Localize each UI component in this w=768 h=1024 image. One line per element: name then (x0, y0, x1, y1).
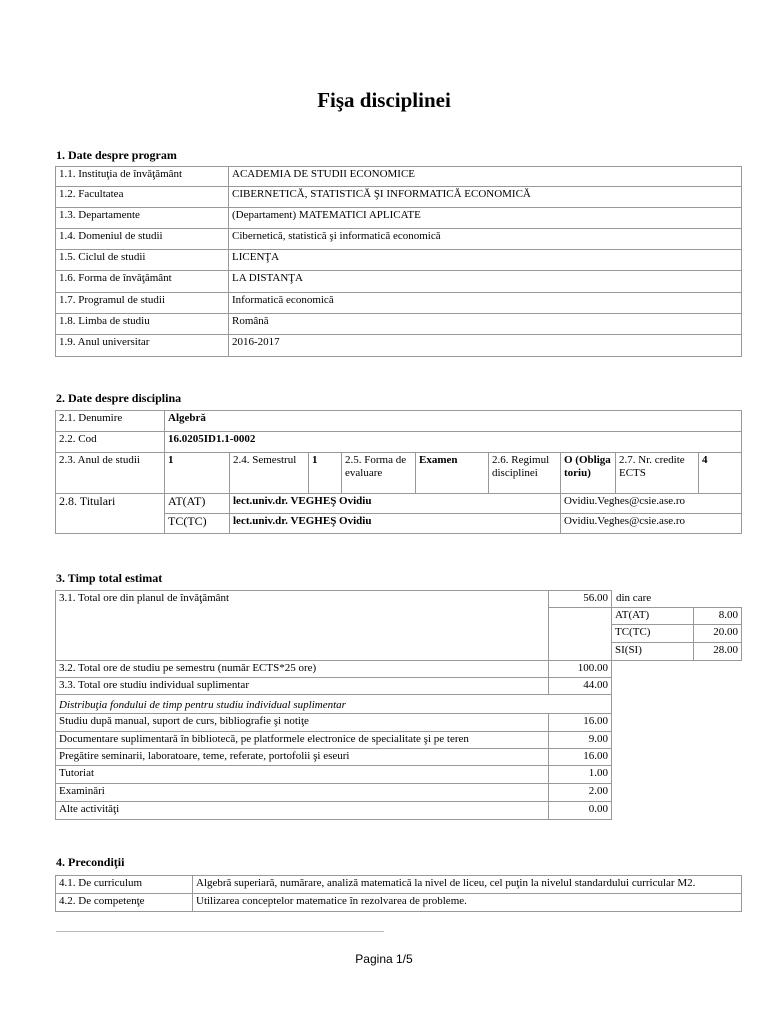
table-row (56, 766, 742, 784)
semestru-label: 2.4. Semestrul (230, 453, 309, 494)
row-value: 2016-2017 (229, 335, 742, 357)
breakdown-label: SI(SI) (612, 643, 694, 661)
page-number: Pagina 1/5 (355, 952, 413, 966)
item-label: Studiu după manual, suport de curs, bibliografie şi notiţe (56, 714, 549, 732)
item-label: Pregătire seminarii, laboratoare, teme, referate, portofolii şi eseuri (56, 749, 549, 766)
forma-evaluare-value: Examen (416, 453, 489, 494)
denumire-label: 2.1. Denumire (56, 411, 165, 432)
row-label: 1.4. Domeniul de studii (56, 229, 229, 250)
table-row (56, 453, 742, 494)
an-value: 1 (165, 453, 230, 494)
footer-divider (56, 931, 384, 932)
breakdown-value: 8.00 (694, 608, 742, 625)
total-plan-label: 3.1. Total ore din planul de învăţământ (56, 591, 549, 661)
titular-email: Ovidiu.Veghes@csie.ase.ro (561, 494, 742, 514)
breakdown-label: AT(AT) (612, 608, 694, 625)
table-row (56, 802, 742, 820)
section-1-heading: 1. Date despre program (56, 148, 177, 162)
titular-name: lect.univ.dr. VEGHEŞ Ovidiu (230, 494, 561, 514)
row-label: 1.1. Instituţia de învăţământ (56, 167, 229, 187)
item-value: 16.00 (549, 714, 612, 732)
din-care-label: din care (616, 591, 652, 604)
row-label: 1.3. Departamente (56, 208, 229, 229)
discipline-table (55, 410, 742, 534)
section-3-heading: 3. Timp total estimat (56, 571, 163, 585)
total-sem-label: 3.2. Total ore de studiu pe semestru (număr ECTS*25 ore) (56, 661, 549, 678)
table-row (56, 732, 742, 749)
table-row (56, 591, 742, 608)
an-label: 2.3. Anul de studii (56, 453, 165, 494)
cod-value: 16.0205ID1.1-0002 (165, 432, 742, 453)
item-label: Examinări (56, 784, 549, 802)
breakdown-value: 20.00 (694, 625, 742, 643)
item-value: 1.00 (549, 766, 612, 784)
item-value: 9.00 (549, 732, 612, 749)
section-2-heading: 2. Date despre disciplina (56, 391, 182, 405)
row-value: CIBERNETICĂ, STATISTICĂ ŞI INFORMATICĂ ECONOMICĂ (229, 187, 742, 208)
row-label: 1.8. Limba de studiu (56, 314, 229, 335)
row-label: 4.1. De curriculum (56, 876, 193, 894)
forma-evaluare-label: 2.5. Forma de evaluare (342, 453, 416, 494)
table-row (56, 678, 742, 695)
table-row (56, 695, 742, 714)
titular-email: Ovidiu.Veghes@csie.ase.ro (561, 514, 742, 534)
table-row (56, 411, 742, 432)
item-value: 16.00 (549, 749, 612, 766)
item-label: Tutoriat (56, 766, 549, 784)
table-row (56, 335, 742, 357)
document-title: Fişa disciplinei (317, 88, 451, 112)
table-row (56, 208, 742, 229)
credite-label: 2.7. Nr. credite ECTS (616, 453, 699, 494)
table-row (56, 749, 742, 766)
item-label: Documentare suplimentară în bibliotecă, pe platformele electronice de specialitate şi pe teren (56, 732, 549, 749)
row-label: 1.7. Programul de studii (56, 293, 229, 314)
credite-value: 4 (699, 453, 742, 494)
table-row (56, 314, 742, 335)
program-table (55, 166, 742, 357)
individual-value: 44.00 (549, 678, 612, 695)
time-table (55, 590, 742, 820)
row-label: 1.2. Facultatea (56, 187, 229, 208)
row-value: Informatică economică (229, 293, 742, 314)
table-row (56, 250, 742, 271)
row-label: 1.9. Anul universitar (56, 335, 229, 357)
row-label: 4.2. De competenţe (56, 894, 193, 912)
item-value: 0.00 (549, 802, 612, 820)
semestru-value: 1 (309, 453, 342, 494)
row-value: Algebră superiară, numărare, analiză matematică la nivel de liceu, cel puţin la nivelul standardului curricular M2. (193, 876, 742, 894)
item-label: Alte activităţi (56, 802, 549, 820)
row-value: Română (229, 314, 742, 335)
titulari-label: 2.8. Titulari (56, 494, 165, 534)
titular-type: AT(AT) (165, 494, 230, 514)
breakdown-label: TC(TC) (612, 625, 694, 643)
section-4-heading: 4. Precondiţii (56, 855, 125, 869)
distrib-label: Distribuţia fondului de timp pentru studiu individual suplimentar (56, 695, 612, 714)
row-value: ACADEMIA DE STUDII ECONOMICE (229, 167, 742, 187)
table-row (56, 894, 742, 912)
row-value: (Departament) MATEMATICI APLICATE (229, 208, 742, 229)
total-plan-value: 56.00 (549, 591, 612, 608)
preconditions-table (55, 875, 742, 912)
table-row (56, 714, 742, 732)
row-label: 1.5. Ciclul de studii (56, 250, 229, 271)
denumire-value: Algebră (165, 411, 742, 432)
regim-value: O (Obligatoriu) (561, 453, 616, 494)
row-value: LICENŢA (229, 250, 742, 271)
table-row (56, 167, 742, 187)
titular-type: TC(TC) (165, 514, 230, 534)
table-row (56, 229, 742, 250)
item-value: 2.00 (549, 784, 612, 802)
row-label: 1.6. Forma de învăţământ (56, 271, 229, 293)
row-value: Utilizarea conceptelor matematice în rezolvarea de probleme. (193, 894, 742, 912)
table-row (56, 876, 742, 894)
table-row (56, 271, 742, 293)
table-row (56, 432, 742, 453)
individual-label: 3.3. Total ore studiu individual suplimentar (56, 678, 549, 695)
titular-name: lect.univ.dr. VEGHEŞ Ovidiu (230, 514, 561, 534)
table-row (56, 494, 742, 514)
table-row (56, 661, 742, 678)
row-value: LA DISTANŢA (229, 271, 742, 293)
table-row (56, 784, 742, 802)
table-row (56, 293, 742, 314)
total-sem-value: 100.00 (549, 661, 612, 678)
table-row (56, 187, 742, 208)
row-value: Cibernetică, statistică şi informatică economică (229, 229, 742, 250)
regim-label: 2.6. Regimul disciplinei (489, 453, 561, 494)
cod-label: 2.2. Cod (56, 432, 165, 453)
breakdown-value: 28.00 (694, 643, 742, 661)
